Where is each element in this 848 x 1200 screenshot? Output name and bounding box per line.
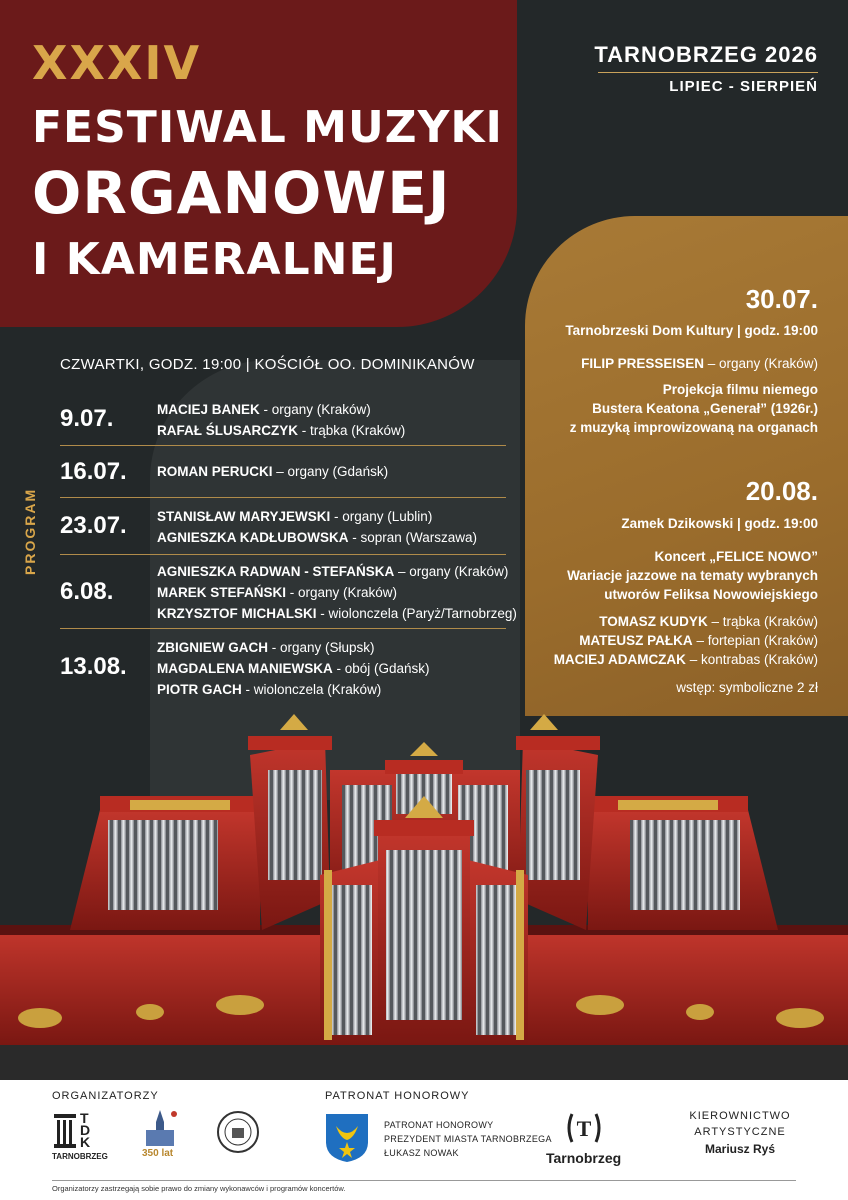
performer-name: MACIEJ ADAMCZAK: [553, 652, 686, 667]
divider: [52, 1180, 796, 1181]
program-label: PROGRAM: [22, 487, 38, 575]
performer-name: MACIEJ BANEK: [157, 402, 260, 417]
parish-seal-logo: [216, 1110, 260, 1154]
seal-icon: [216, 1110, 260, 1154]
patronage-line-3: ŁUKASZ NOWAK: [384, 1148, 459, 1158]
performer-role: - organy (Kraków): [286, 585, 398, 600]
city-year: TARNOBRZEG 2026: [594, 42, 818, 67]
concert-date: 23.07.: [60, 512, 127, 539]
performer-name: MAREK STEFAŃSKI: [157, 585, 287, 600]
performer-role: – fortepian (Kraków): [692, 633, 818, 648]
performer-role: – trąbka (Kraków): [707, 614, 818, 629]
performer: [157, 461, 506, 482]
special-performer: [554, 650, 818, 670]
title-line-1: FESTIWAL MUZYKI: [32, 102, 503, 153]
concert-row-1: [60, 392, 506, 446]
performer-role: - organy (Słupsk): [268, 640, 375, 655]
performer: [157, 637, 506, 658]
film-line-3: z muzyką improwizowaną na organach: [569, 420, 818, 435]
column-icon: [52, 1110, 102, 1150]
church-icon: [140, 1108, 180, 1148]
program-venue: CZWARTKI, GODZ. 19:00 | KOŚCIÓŁ OO. DOMINIKANÓW: [60, 356, 475, 373]
city-logo-letter: T: [576, 1116, 592, 1141]
special-date-1: 30.07.: [745, 284, 818, 314]
performer: [157, 506, 506, 527]
performer-name: MATEUSZ PAŁKA: [579, 633, 693, 648]
performer-name: KRZYSZTOF MICHALSKI: [157, 606, 317, 621]
performers: [157, 461, 506, 482]
tdk-logo: [52, 1110, 108, 1161]
concert-line-3: utworów Feliksa Nowowiejskiego: [604, 587, 818, 602]
performer-role: - obój (Gdańsk): [332, 661, 430, 676]
patronage-text: [384, 1118, 552, 1160]
performer-name: FILIP PRESSEISEN: [581, 356, 704, 371]
performer: [157, 399, 506, 420]
coat-of-arms-icon: [324, 1112, 370, 1164]
performer-name: AGNIESZKA KADŁUBOWSKA: [157, 530, 349, 545]
concert-row-4: [60, 555, 517, 629]
performer-name: RAFAŁ ŚLUSARCZYK: [157, 423, 298, 438]
dominicans-years: 350 lat: [142, 1148, 174, 1159]
concert-date: 6.08.: [60, 577, 114, 605]
film-line-2: Bustera Keatona „Generał” (1926r.): [592, 401, 818, 416]
tarnobrzeg-city-logo: [564, 1110, 604, 1146]
special-performer: [581, 354, 818, 374]
footer: [0, 1080, 848, 1200]
performer-role: - organy (Kraków): [259, 402, 371, 417]
performer-role: - sopran (Warszawa): [348, 530, 478, 545]
festival-title: [32, 102, 503, 285]
concert-row-3: [60, 498, 506, 555]
patronage-line-2: PREZYDENT MIASTA TARNOBRZEGA: [384, 1134, 552, 1144]
performer-role: – organy (Gdańsk): [272, 464, 389, 479]
performer-role: – organy (Kraków): [703, 356, 818, 371]
performer-name: PIOTR GACH: [157, 682, 242, 697]
city-name: Tarnobrzeg: [546, 1150, 622, 1166]
performer: [157, 527, 506, 548]
special-date-2: 20.08.: [745, 476, 818, 506]
patronage-line-1: PATRONAT HONOROWY: [384, 1120, 494, 1130]
divider: [598, 72, 818, 73]
performers: [157, 506, 506, 548]
special-performer: [599, 612, 818, 632]
performer: [157, 420, 506, 441]
performer: [157, 582, 506, 603]
performer-role: – organy (Kraków): [394, 564, 509, 579]
title-line-2: ORGANOWEJ: [32, 159, 451, 227]
performers: [157, 399, 506, 441]
concert-line-2: Wariacje jazzowe na tematy wybranych: [567, 568, 818, 583]
pipe-organ-illustration: [0, 700, 848, 1080]
artistic-line-1: KIEROWNICTWO: [689, 1110, 791, 1122]
program-list: [60, 392, 517, 704]
concert-date: 9.07.: [60, 404, 114, 432]
title-line-3: I KAMERALNEJ: [32, 234, 397, 285]
performer-role: - wiolonczela (Paryż/Tarnobrzeg): [316, 606, 517, 621]
tdk-name: TARNOBRZEG: [52, 1152, 108, 1161]
concert-date: 16.07.: [60, 457, 127, 485]
disclaimer: Organizatorzy zastrzegają sobie prawo do zmiany wykonawców i programów koncertów.: [52, 1184, 346, 1193]
special-venue-1: Tarnobrzeski Dom Kultury | godz. 19:00: [565, 323, 818, 338]
special-performer: [579, 631, 818, 651]
artistic-director-name: Mariusz Ryś: [704, 1142, 776, 1156]
performer-name: TOMASZ KUDYK: [599, 614, 708, 629]
patronage-label: PATRONAT HONOROWY: [325, 1090, 470, 1102]
artistic-line-2: ARTYSTYCZNE: [694, 1126, 786, 1138]
concert-row-5: [60, 629, 506, 704]
performer-name: ZBIGNIEW GACH: [157, 640, 268, 655]
performer: [157, 658, 506, 679]
festival-months: LIPIEC - SIERPIEŃ: [669, 78, 818, 95]
edition-number: XXXIV: [32, 36, 202, 90]
film-line-1: Projekcja filmu niemego: [662, 382, 818, 397]
special-venue-2: Zamek Dzikowski | godz. 19:00: [621, 516, 818, 531]
performer: [157, 679, 506, 700]
performers: [157, 637, 506, 700]
city-emblem-icon: [564, 1110, 604, 1146]
performer-name: STANISŁAW MARYJEWSKI: [157, 509, 331, 524]
performer-name: AGNIESZKA RADWAN - STEFAŃSKA: [157, 564, 395, 579]
performer-role: - trąbka (Kraków): [298, 423, 406, 438]
performer-role: – kontrabas (Kraków): [685, 652, 818, 667]
performer-name: ROMAN PERUCKI: [157, 464, 273, 479]
tdk-letters: TDK: [80, 1110, 91, 1150]
performer-role: - wiolonczela (Kraków): [241, 682, 382, 697]
performer-role: - organy (Lublin): [330, 509, 433, 524]
organizers-label: ORGANIZATORZY: [52, 1090, 159, 1102]
performer: [157, 603, 517, 624]
dominicans-350-logo: [140, 1108, 180, 1168]
entry-fee: wstęp: symboliczne 2 zł: [676, 680, 818, 695]
concert-row-2: [60, 446, 506, 498]
tarnobrzeg-coat-of-arms: [324, 1112, 370, 1164]
performer-name: MAGDALENA MANIEWSKA: [157, 661, 333, 676]
concert-line-1: Koncert „FELICE NOWO”: [654, 549, 818, 564]
performer: [157, 561, 509, 582]
performers: [157, 561, 517, 624]
concert-date: 13.08.: [60, 652, 127, 680]
artistic-direction-label: [680, 1108, 800, 1140]
